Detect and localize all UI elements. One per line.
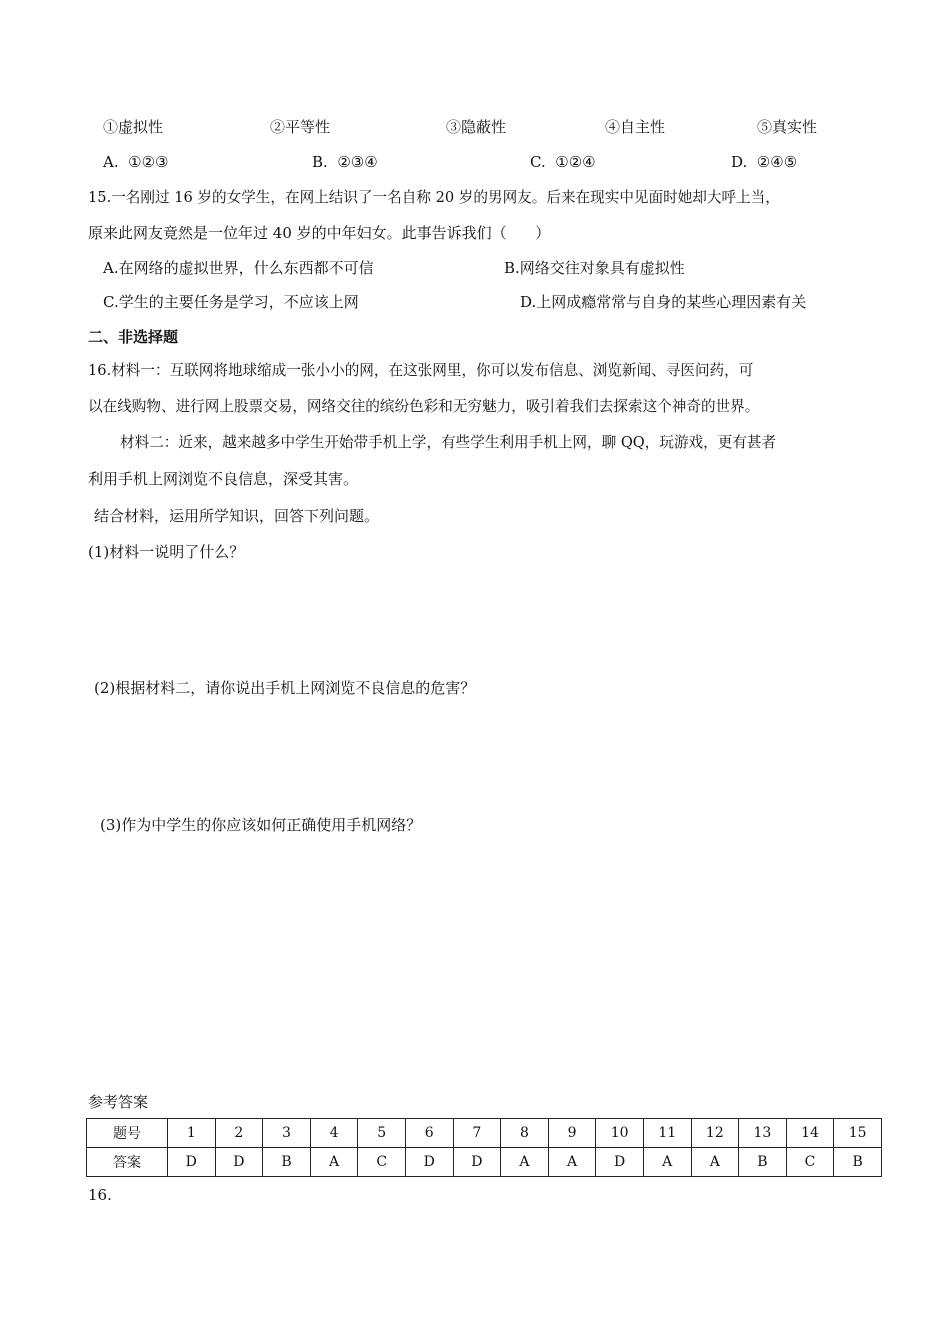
question-number-cell: 3 xyxy=(263,1119,311,1148)
q14-item-2: ②平等性 xyxy=(270,118,331,136)
q15-stem-line2: 原来此网友竟然是一位年过 40 岁的中年妇女。此事告诉我们（ ） xyxy=(88,224,551,242)
q16-material1-line2: 以在线购物、进行网上股票交易，网络交往的缤纷色彩和无穷魅力，吸引着我们去探索这个神奇的世界。 xyxy=(88,398,760,415)
answer-table-row-answers xyxy=(87,1148,882,1177)
section-heading: 二、非选择题 xyxy=(88,328,179,346)
answer-cell: D xyxy=(405,1148,453,1177)
q14-item-3: ③隐蔽性 xyxy=(446,118,507,136)
q14-item-5: ⑤真实性 xyxy=(757,118,818,136)
answer-cell: C xyxy=(786,1148,834,1177)
answer-cell: D xyxy=(215,1148,263,1177)
question-number-cell: 13 xyxy=(739,1119,787,1148)
answer-table-header-number: 题号 xyxy=(87,1119,168,1148)
q16-answer-label: 16. xyxy=(88,1186,112,1204)
question-number-cell: 11 xyxy=(643,1119,691,1148)
answer-cell: D xyxy=(596,1148,644,1177)
question-number-cell: 4 xyxy=(310,1119,358,1148)
answer-cell: B xyxy=(834,1148,882,1177)
answers-title: 参考答案 xyxy=(88,1093,149,1111)
q16-subquestion-1: (1)材料一说明了什么？ xyxy=(88,543,245,561)
q15-option-a: A.在网络的虚拟世界，什么东西都不可信 xyxy=(103,259,374,277)
answer-cell: D xyxy=(453,1148,501,1177)
question-number-cell: 15 xyxy=(834,1119,882,1148)
question-number-cell: 6 xyxy=(405,1119,453,1148)
answer-table-header-answer: 答案 xyxy=(87,1148,168,1177)
answer-cell: D xyxy=(168,1148,216,1177)
q15-stem-line1: 15.一名刚过 16 岁的女学生，在网上结识了一名自称 20 岁的男网友。后来在现实中见面时她却大呼上当， xyxy=(88,189,780,206)
q14-option-c: C. ①②④ xyxy=(530,153,596,171)
q15-option-c: C.学生的主要任务是学习，不应该上网 xyxy=(103,293,359,311)
q16-subquestion-3: (3)作为中学生的你应该如何正确使用手机网络？ xyxy=(100,816,422,834)
q16-material1-line1: 16.材料一：互联网将地球缩成一张小小的网，在这张网里，你可以发布信息、浏览新闻、寻医问药，可 xyxy=(88,362,754,379)
question-number-cell: 5 xyxy=(358,1119,406,1148)
answer-table xyxy=(86,1118,882,1177)
q15-option-b: B.网络交往对象具有虚拟性 xyxy=(504,259,685,277)
answer-cell: A xyxy=(643,1148,691,1177)
answer-cell: A xyxy=(501,1148,549,1177)
q16-material2-line1: 材料二：近来，越来越多中学生开始带手机上学，有些学生利用手机上网，聊 QQ，玩游戏，更有甚者 xyxy=(120,434,777,451)
q14-option-b: B. ②③④ xyxy=(312,153,378,171)
question-number-cell: 9 xyxy=(548,1119,596,1148)
answer-cell: A xyxy=(691,1148,739,1177)
q16-material2-line2: 利用手机上网浏览不良信息，深受其害。 xyxy=(88,470,359,488)
q14-option-d: D. ②④⑤ xyxy=(731,153,798,171)
answer-cell: A xyxy=(548,1148,596,1177)
question-number-cell: 2 xyxy=(215,1119,263,1148)
answer-cell: B xyxy=(739,1148,787,1177)
question-number-cell: 10 xyxy=(596,1119,644,1148)
q14-item-4: ④自主性 xyxy=(605,118,666,136)
question-number-cell: 1 xyxy=(168,1119,216,1148)
answer-table-row-numbers xyxy=(87,1119,882,1148)
question-number-cell: 14 xyxy=(786,1119,834,1148)
answer-cell: B xyxy=(263,1148,311,1177)
q14-item-1: ①虚拟性 xyxy=(103,118,164,136)
q14-option-a: A. ①②③ xyxy=(103,153,169,171)
answer-cell: A xyxy=(310,1148,358,1177)
question-number-cell: 7 xyxy=(453,1119,501,1148)
question-number-cell: 8 xyxy=(501,1119,549,1148)
q16-instruction: 结合材料，运用所学知识，回答下列问题。 xyxy=(94,507,380,525)
q16-subquestion-2: (2)根据材料二，请你说出手机上网浏览不良信息的危害？ xyxy=(94,679,476,697)
question-number-cell: 12 xyxy=(691,1119,739,1148)
q15-option-d: D.上网成瘾常常与自身的某些心理因素有关 xyxy=(520,293,807,311)
answer-cell: C xyxy=(358,1148,406,1177)
